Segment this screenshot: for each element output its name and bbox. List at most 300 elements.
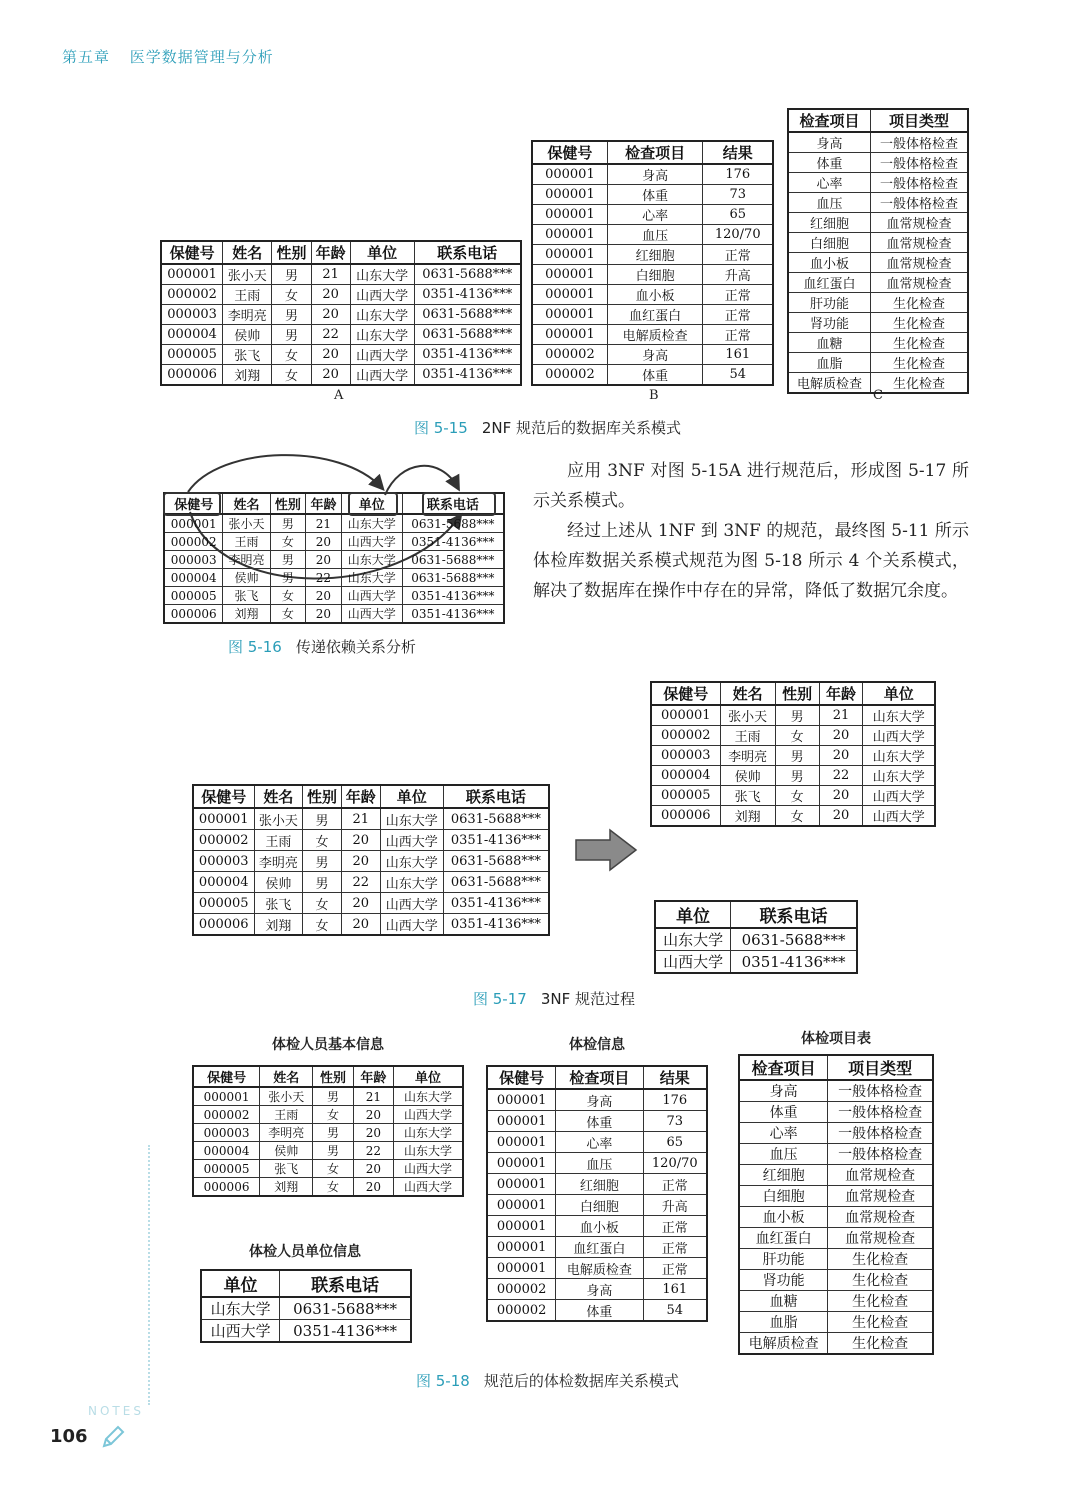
table-cell: 王雨 bbox=[260, 1106, 313, 1124]
table-cell: 男 bbox=[303, 808, 342, 830]
table-cell: 血红蛋白 bbox=[739, 1228, 828, 1249]
table-cell: 男 bbox=[272, 264, 311, 285]
table-row bbox=[739, 1144, 933, 1165]
table-row bbox=[532, 245, 773, 265]
table-cell: 山东大学 bbox=[341, 514, 402, 533]
table-cell: 73 bbox=[643, 1111, 707, 1132]
table-cell: 李明亮 bbox=[223, 305, 272, 325]
key-highlight-box bbox=[163, 492, 221, 516]
table-cell: 王雨 bbox=[223, 533, 270, 551]
table-row bbox=[788, 233, 968, 253]
table-cell: 生化检查 bbox=[828, 1312, 933, 1333]
table-cell: 女 bbox=[303, 830, 342, 851]
table-cell: 红细胞 bbox=[607, 245, 703, 265]
table-cell: 山西大学 bbox=[201, 1320, 280, 1343]
table-cell: 血常规检查 bbox=[828, 1165, 933, 1186]
table-row bbox=[739, 1102, 933, 1123]
table-cell: 山东大学 bbox=[380, 808, 443, 830]
table-row bbox=[788, 333, 968, 353]
table-cell: 000001 bbox=[161, 264, 223, 285]
column-header: 联系电话 bbox=[414, 241, 521, 264]
table-cell: 李明亮 bbox=[260, 1124, 313, 1142]
table-cell: 张飞 bbox=[260, 1160, 313, 1178]
table-row bbox=[739, 1165, 933, 1186]
table-row bbox=[193, 872, 549, 893]
table-cell: 000005 bbox=[164, 587, 223, 605]
column-header: 年龄 bbox=[341, 785, 380, 808]
table-cell: 000001 bbox=[193, 808, 254, 830]
table-row bbox=[487, 1111, 707, 1132]
table-row bbox=[739, 1186, 933, 1207]
table-cell: 肝功能 bbox=[788, 293, 870, 313]
table-cell: 20 bbox=[306, 551, 342, 569]
table-cell: 000001 bbox=[487, 1089, 556, 1111]
table-cell: 20 bbox=[353, 1124, 393, 1142]
table-cell: 正常 bbox=[643, 1237, 707, 1258]
table-cell: 20 bbox=[311, 285, 350, 305]
table-cell: 一般体格检查 bbox=[870, 193, 968, 213]
table-header-row bbox=[193, 1066, 463, 1087]
table-cell: 000004 bbox=[651, 766, 720, 786]
paragraph-2: 经过上述从 1NF 到 3NF 的规范，最终图 5-11 所示体检库数据关系模式规范为图 5-18 所示 4 个关系模式，解决了数据库在操作中存在的异常，降低了数据冗余度。 bbox=[533, 521, 969, 601]
column-header: 年龄 bbox=[819, 682, 863, 705]
table-cell: 李明亮 bbox=[254, 851, 303, 872]
table-row bbox=[532, 285, 773, 305]
table-cell: 女 bbox=[303, 893, 342, 914]
table-cell: 161 bbox=[703, 345, 773, 365]
table-row bbox=[532, 185, 773, 205]
table-row bbox=[161, 365, 521, 386]
table-cell: 女 bbox=[313, 1160, 353, 1178]
table-row bbox=[193, 1106, 463, 1124]
fig15-table-c bbox=[787, 108, 969, 394]
table-cell: 000006 bbox=[651, 806, 720, 827]
fig17-caption bbox=[473, 988, 635, 1009]
table-cell: 心率 bbox=[556, 1132, 643, 1153]
notes-divider bbox=[148, 1145, 150, 1405]
table-cell: 20 bbox=[353, 1160, 393, 1178]
paragraph-1: 应用 3NF 对图 5-15A 进行规范后，形成图 5-17 所示关系模式。 bbox=[533, 461, 969, 511]
arrow-right-icon bbox=[574, 828, 638, 876]
column-header: 单位 bbox=[341, 493, 402, 514]
column-header: 性别 bbox=[270, 493, 306, 514]
table-cell: 000001 bbox=[487, 1195, 556, 1216]
table-cell: 20 bbox=[306, 605, 342, 624]
table-row bbox=[193, 851, 549, 872]
table-header-row bbox=[532, 141, 773, 164]
table-row bbox=[193, 914, 549, 936]
table-cell: 身高 bbox=[556, 1089, 643, 1111]
table-cell: 心率 bbox=[739, 1123, 828, 1144]
table-cell: 21 bbox=[353, 1087, 393, 1106]
table-cell: 女 bbox=[775, 726, 819, 746]
table-cell: 白细胞 bbox=[556, 1195, 643, 1216]
table-row bbox=[788, 293, 968, 313]
table-cell: 000001 bbox=[487, 1174, 556, 1195]
table-cell: 女 bbox=[272, 345, 311, 365]
table-cell: 电解质检查 bbox=[556, 1258, 643, 1279]
table-cell: 生化检查 bbox=[870, 333, 968, 353]
table-cell: 000002 bbox=[487, 1300, 556, 1322]
table-row bbox=[739, 1333, 933, 1355]
table-cell: 血红蛋白 bbox=[607, 305, 703, 325]
column-header: 姓名 bbox=[223, 493, 270, 514]
table-cell: 0351-4136*** bbox=[414, 365, 521, 386]
table-row bbox=[532, 345, 773, 365]
table-cell: 0631-5688*** bbox=[443, 808, 549, 830]
table-row bbox=[487, 1300, 707, 1322]
table-cell: 0351-4136*** bbox=[731, 951, 857, 974]
table-row bbox=[487, 1258, 707, 1279]
column-header: 联系电话 bbox=[280, 1270, 411, 1297]
table-cell: 张小天 bbox=[260, 1087, 313, 1106]
table-cell: 20 bbox=[341, 851, 380, 872]
column-header: 保健号 bbox=[193, 1066, 260, 1087]
fig16-text: 传递依赖关系分析 bbox=[295, 638, 416, 656]
table-cell: 000001 bbox=[532, 225, 607, 245]
table-row bbox=[487, 1153, 707, 1174]
table-cell: 男 bbox=[270, 551, 306, 569]
table-cell: 0351-4136*** bbox=[443, 914, 549, 936]
column-header: 单位 bbox=[655, 901, 731, 928]
table-cell: 20 bbox=[311, 365, 350, 386]
table-cell: 000001 bbox=[532, 245, 607, 265]
notes-label: NOTES bbox=[88, 1404, 144, 1418]
table-cell: 血压 bbox=[556, 1153, 643, 1174]
table-row bbox=[788, 173, 968, 193]
column-header: 姓名 bbox=[223, 241, 272, 264]
subtitle-item-table: 体检项目表 bbox=[801, 1031, 871, 1047]
table-cell: 女 bbox=[775, 786, 819, 806]
table-cell: 20 bbox=[819, 786, 863, 806]
table-header-row bbox=[739, 1055, 933, 1080]
table-row bbox=[193, 1142, 463, 1160]
fig16-caption bbox=[228, 636, 416, 657]
table-cell: 体重 bbox=[607, 185, 703, 205]
table-row bbox=[487, 1132, 707, 1153]
table-cell: 白细胞 bbox=[739, 1186, 828, 1207]
table-cell: 生化检查 bbox=[828, 1291, 933, 1312]
table-cell: 20 bbox=[353, 1178, 393, 1197]
table-row bbox=[651, 806, 935, 827]
table-cell: 000002 bbox=[164, 533, 223, 551]
table-cell: 电解质检查 bbox=[607, 325, 703, 345]
fig18-caption bbox=[416, 1370, 679, 1391]
table-cell: 侯帅 bbox=[254, 872, 303, 893]
table-row bbox=[193, 1160, 463, 1178]
table-cell: 0351-4136*** bbox=[402, 605, 504, 624]
table-header-row bbox=[487, 1066, 707, 1089]
table-cell: 张小天 bbox=[223, 264, 272, 285]
table-row bbox=[164, 569, 504, 587]
table-cell: 65 bbox=[703, 205, 773, 225]
table-cell: 0351-4136*** bbox=[414, 285, 521, 305]
table-cell: 22 bbox=[311, 325, 350, 345]
column-header: 保健号 bbox=[161, 241, 223, 264]
table-cell: 0631-5688*** bbox=[414, 305, 521, 325]
table-cell: 20 bbox=[341, 914, 380, 936]
subtitle-base-info: 体检人员基本信息 bbox=[272, 1037, 384, 1053]
fig15-table-b bbox=[531, 140, 774, 386]
table-cell: 血红蛋白 bbox=[556, 1237, 643, 1258]
column-header: 项目类型 bbox=[870, 109, 968, 132]
table-cell: 山东大学 bbox=[380, 851, 443, 872]
table-cell: 山西大学 bbox=[655, 951, 731, 974]
table-cell: 山东大学 bbox=[863, 766, 935, 786]
table-cell: 女 bbox=[775, 806, 819, 827]
table-row bbox=[161, 345, 521, 365]
table-cell: 21 bbox=[819, 705, 863, 726]
table-row bbox=[487, 1174, 707, 1195]
table-row bbox=[739, 1312, 933, 1333]
table-row bbox=[655, 928, 857, 951]
table-cell: 000002 bbox=[193, 1106, 260, 1124]
table-cell: 22 bbox=[819, 766, 863, 786]
column-header: 姓名 bbox=[260, 1066, 313, 1087]
table-cell: 000005 bbox=[193, 893, 254, 914]
fig15-table-a bbox=[160, 240, 522, 386]
table-cell: 000001 bbox=[487, 1258, 556, 1279]
table-cell: 20 bbox=[306, 587, 342, 605]
table-cell: 血小板 bbox=[556, 1216, 643, 1237]
table-row bbox=[201, 1297, 411, 1320]
table-row bbox=[164, 514, 504, 533]
subtitle-exam-info: 体检信息 bbox=[569, 1037, 625, 1053]
table-cell: 000002 bbox=[161, 285, 223, 305]
table-cell: 20 bbox=[306, 533, 342, 551]
table-row bbox=[739, 1080, 933, 1102]
table-cell: 男 bbox=[313, 1142, 353, 1160]
fig18-base-table bbox=[192, 1065, 464, 1197]
table-cell: 刘翔 bbox=[223, 365, 272, 386]
table-cell: 血常规检查 bbox=[870, 213, 968, 233]
table-cell: 身高 bbox=[607, 345, 703, 365]
table-row bbox=[532, 205, 773, 225]
column-header: 姓名 bbox=[254, 785, 303, 808]
table-cell: 0631-5688*** bbox=[414, 264, 521, 285]
table-cell: 000004 bbox=[193, 872, 254, 893]
table-cell: 血常规检查 bbox=[870, 233, 968, 253]
table-row bbox=[788, 213, 968, 233]
table-row bbox=[788, 253, 968, 273]
table-cell: 血常规检查 bbox=[828, 1207, 933, 1228]
table-row bbox=[651, 766, 935, 786]
table-cell: 0631-5688*** bbox=[414, 325, 521, 345]
table-cell: 电解质检查 bbox=[739, 1333, 828, 1355]
column-header: 性别 bbox=[303, 785, 342, 808]
table-cell: 男 bbox=[303, 872, 342, 893]
table-cell: 000004 bbox=[193, 1142, 260, 1160]
table-cell: 山西大学 bbox=[380, 893, 443, 914]
column-header: 单位 bbox=[201, 1270, 280, 1297]
table-cell: 王雨 bbox=[223, 285, 272, 305]
table-cell: 张飞 bbox=[720, 786, 775, 806]
table-cell: 女 bbox=[272, 285, 311, 305]
table-cell: 000001 bbox=[487, 1237, 556, 1258]
table-cell: 000001 bbox=[487, 1216, 556, 1237]
fig16-number: 图 5-16 bbox=[228, 638, 282, 656]
table-cell: 000001 bbox=[532, 205, 607, 225]
column-header: 检查项目 bbox=[739, 1055, 828, 1080]
table-cell: 山西大学 bbox=[393, 1160, 463, 1178]
table-row bbox=[487, 1216, 707, 1237]
table-row bbox=[788, 132, 968, 153]
table-cell: 山东大学 bbox=[341, 551, 402, 569]
table-cell: 一般体格检查 bbox=[828, 1102, 933, 1123]
column-header: 单位 bbox=[863, 682, 935, 705]
column-header: 单位 bbox=[393, 1066, 463, 1087]
table-cell: 山西大学 bbox=[863, 806, 935, 827]
table-cell: 王雨 bbox=[254, 830, 303, 851]
table-cell: 0631-5688*** bbox=[443, 851, 549, 872]
table-cell: 000003 bbox=[193, 851, 254, 872]
table-cell: 20 bbox=[353, 1106, 393, 1124]
column-header: 联系电话 bbox=[402, 493, 504, 514]
table-row bbox=[788, 313, 968, 333]
table-cell: 20 bbox=[819, 726, 863, 746]
column-header: 性别 bbox=[775, 682, 819, 705]
fig15-label-a: A bbox=[334, 388, 344, 403]
table-cell: 张小天 bbox=[720, 705, 775, 726]
table-cell: 男 bbox=[775, 705, 819, 726]
table-cell: 女 bbox=[270, 533, 306, 551]
table-cell: 肾功能 bbox=[739, 1270, 828, 1291]
table-cell: 生化检查 bbox=[870, 313, 968, 333]
table-cell: 0631-5688*** bbox=[280, 1297, 411, 1320]
table-cell: 侯帅 bbox=[260, 1142, 313, 1160]
table-cell: 女 bbox=[270, 605, 306, 624]
subtitle-unit-info: 体检人员单位信息 bbox=[249, 1244, 361, 1260]
table-cell: 血脂 bbox=[739, 1312, 828, 1333]
table-cell: 20 bbox=[311, 345, 350, 365]
table-cell: 红细胞 bbox=[739, 1165, 828, 1186]
table-cell: 肾功能 bbox=[788, 313, 870, 333]
table-row bbox=[788, 193, 968, 213]
column-header: 保健号 bbox=[651, 682, 720, 705]
table-cell: 血小板 bbox=[788, 253, 870, 273]
table-cell: 侯帅 bbox=[223, 325, 272, 345]
table-cell: 000001 bbox=[532, 185, 607, 205]
table-row bbox=[164, 551, 504, 569]
table-row bbox=[193, 1124, 463, 1142]
table-cell: 血压 bbox=[607, 225, 703, 245]
table-cell: 20 bbox=[819, 746, 863, 766]
table-cell: 0351-4136*** bbox=[414, 345, 521, 365]
table-row bbox=[788, 273, 968, 293]
chapter-title: 医学数据管理与分析 bbox=[129, 48, 274, 66]
table-cell: 男 bbox=[313, 1087, 353, 1106]
column-header: 性别 bbox=[272, 241, 311, 264]
table-cell: 161 bbox=[643, 1279, 707, 1300]
table-cell: 体重 bbox=[556, 1111, 643, 1132]
table-cell: 一般体格检查 bbox=[828, 1144, 933, 1165]
table-cell: 山东大学 bbox=[380, 872, 443, 893]
table-cell: 升高 bbox=[643, 1195, 707, 1216]
fig16-diagram bbox=[160, 450, 510, 625]
table-cell: 电解质检查 bbox=[788, 373, 870, 394]
table-header-row bbox=[651, 682, 935, 705]
table-cell: 张飞 bbox=[254, 893, 303, 914]
table-cell: 120/70 bbox=[643, 1153, 707, 1174]
table-cell: 血常规检查 bbox=[828, 1186, 933, 1207]
table-cell: 身高 bbox=[788, 132, 870, 153]
table-cell: 山东大学 bbox=[350, 325, 414, 345]
table-cell: 176 bbox=[643, 1089, 707, 1111]
table-cell: 一般体格检查 bbox=[870, 132, 968, 153]
table-cell: 心率 bbox=[788, 173, 870, 193]
table-cell: 000003 bbox=[651, 746, 720, 766]
table-row bbox=[739, 1228, 933, 1249]
table-cell: 血红蛋白 bbox=[788, 273, 870, 293]
table-row bbox=[201, 1320, 411, 1343]
table-cell: 山西大学 bbox=[341, 533, 402, 551]
column-header: 年龄 bbox=[353, 1066, 393, 1087]
fig17-number: 图 5-17 bbox=[473, 990, 527, 1008]
table-cell: 山东大学 bbox=[655, 928, 731, 951]
column-header: 姓名 bbox=[720, 682, 775, 705]
fig18-number: 图 5-18 bbox=[416, 1372, 470, 1390]
fig15-number: 图 5-15 bbox=[414, 419, 468, 437]
table-cell: 生化检查 bbox=[828, 1270, 933, 1291]
table-row bbox=[788, 153, 968, 173]
table-cell: 山东大学 bbox=[393, 1124, 463, 1142]
table-cell: 000005 bbox=[651, 786, 720, 806]
table-row bbox=[532, 225, 773, 245]
table-cell: 李明亮 bbox=[720, 746, 775, 766]
table-cell: 000001 bbox=[193, 1087, 260, 1106]
table-cell: 山东大学 bbox=[863, 746, 935, 766]
table-cell: 正常 bbox=[643, 1216, 707, 1237]
table-cell: 体重 bbox=[607, 365, 703, 386]
table-cell: 李明亮 bbox=[223, 551, 270, 569]
table-cell: 000001 bbox=[487, 1153, 556, 1174]
table-cell: 女 bbox=[313, 1178, 353, 1197]
table-cell: 山西大学 bbox=[863, 786, 935, 806]
table-cell: 体重 bbox=[556, 1300, 643, 1322]
column-header: 性别 bbox=[313, 1066, 353, 1087]
table-cell: 男 bbox=[270, 569, 306, 587]
table-row bbox=[487, 1279, 707, 1300]
fig17-source-table bbox=[192, 784, 550, 936]
table-cell: 000003 bbox=[161, 305, 223, 325]
column-header: 检查项目 bbox=[607, 141, 703, 164]
column-header: 结果 bbox=[643, 1066, 707, 1089]
table-header-row bbox=[655, 901, 857, 928]
table-cell: 山西大学 bbox=[350, 365, 414, 386]
table-cell: 20 bbox=[341, 893, 380, 914]
table-row bbox=[739, 1291, 933, 1312]
table-cell: 正常 bbox=[703, 325, 773, 345]
table-row bbox=[193, 1087, 463, 1106]
table-cell: 身高 bbox=[607, 164, 703, 185]
table-cell: 000001 bbox=[487, 1111, 556, 1132]
table-row bbox=[532, 305, 773, 325]
table-cell: 男 bbox=[272, 305, 311, 325]
table-cell: 刘翔 bbox=[260, 1178, 313, 1197]
table-cell: 白细胞 bbox=[607, 265, 703, 285]
column-header: 项目类型 bbox=[828, 1055, 933, 1080]
table-cell: 山西大学 bbox=[350, 345, 414, 365]
table-cell: 000005 bbox=[161, 345, 223, 365]
table-row bbox=[651, 786, 935, 806]
table-cell: 男 bbox=[272, 325, 311, 345]
fig18-unit-table bbox=[200, 1269, 412, 1343]
table-cell: 刘翔 bbox=[254, 914, 303, 936]
table-cell: 血脂 bbox=[788, 353, 870, 373]
table-row bbox=[532, 265, 773, 285]
table-cell: 肝功能 bbox=[739, 1249, 828, 1270]
table-cell: 22 bbox=[353, 1142, 393, 1160]
